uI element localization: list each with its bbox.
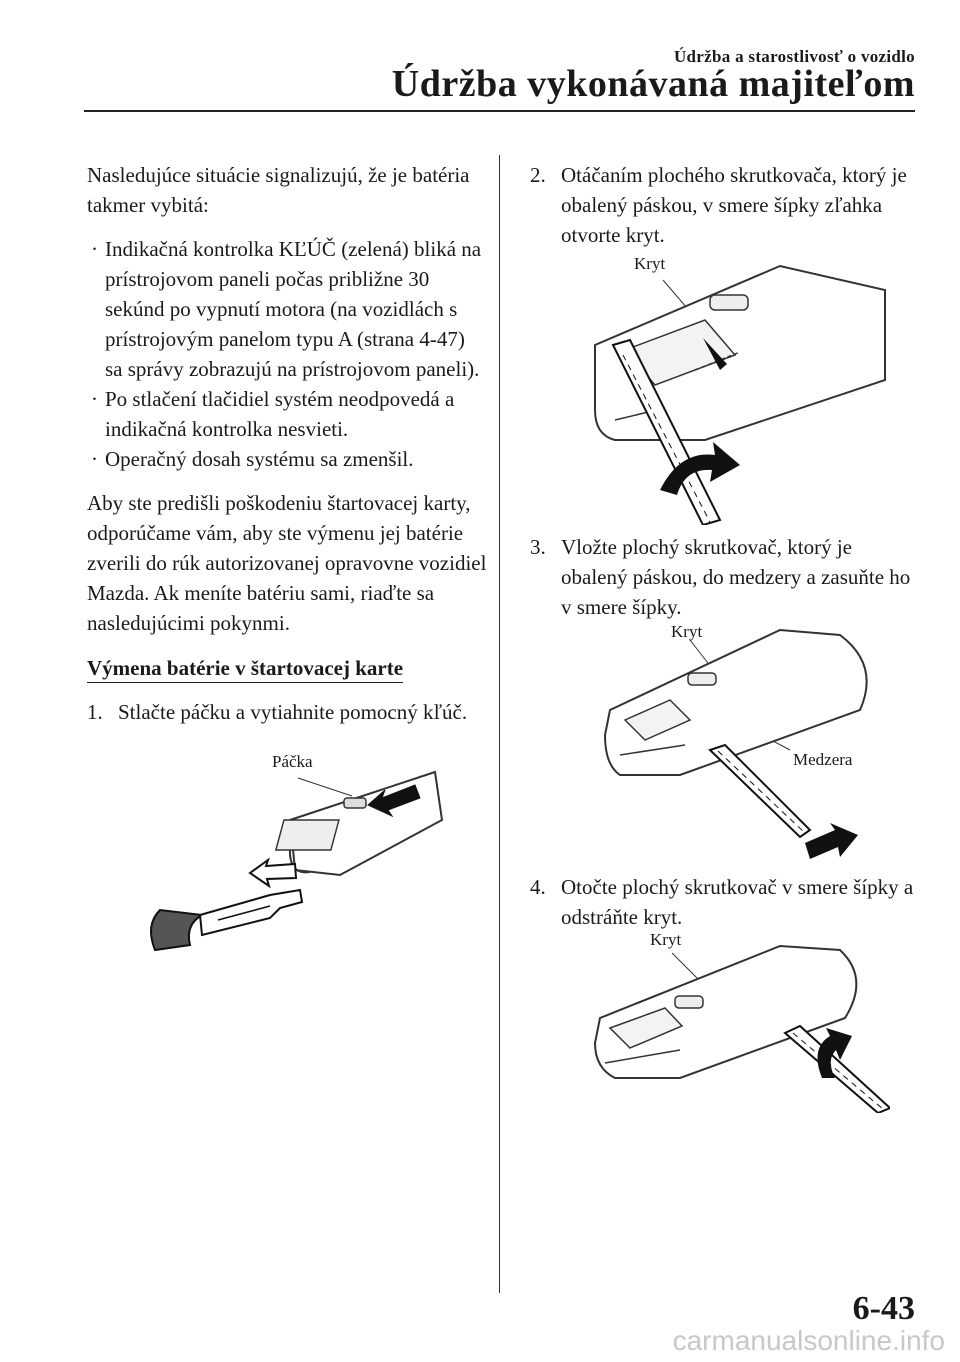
column-divider — [499, 155, 500, 1293]
intro-paragraph: Nasledujúce situácie signalizujú, že je batéria takmer vybitá: — [87, 163, 470, 217]
bullet-text: Indikačná kontrolka KĽÚČ (zelená) bliká na prístrojovom paneli počas približne 30 sekúnd po vypnutí motora (na vozidlách s prístrojovým panelom typu A (strana 4-47) sa správy zobrazujú na prístrojovom paneli). — [105, 237, 482, 381]
step-text: Vložte plochý skrutkovač, ktorý je obalený páskou, do medzery a zasuňte ho v smere šípky. — [561, 535, 911, 619]
step-3 — [530, 532, 915, 622]
left-column — [87, 160, 487, 727]
bullet-item — [87, 444, 487, 474]
watermark: carmanualsonline.info — [672, 1325, 945, 1356]
page-number: 6-43 — [852, 1290, 915, 1327]
insert-screwdriver-gap-illustration — [600, 625, 890, 865]
bullet-dot: · — [91, 447, 98, 471]
figure-label-cover: Kryt — [634, 254, 666, 273]
bullet-item — [87, 234, 487, 384]
step-3-block — [530, 532, 915, 622]
figure-label-gap: Medzera — [793, 750, 853, 769]
figure-label-cover: Kryt — [650, 930, 682, 949]
key-card-lever-illustration — [130, 760, 460, 990]
section-title: Údržba a starostlivosť o vozidlo — [673, 47, 915, 66]
advice-paragraph: Aby ste predišli poškodeniu štartovacej karty, odporúčame vám, aby ste výmenu jej batérie zverili do rúk autorizovanej opravovne vozidiel Mazda. Ak meníte batériu sami, riaďte sa nasledujúcimi pokynmi. — [87, 491, 487, 635]
bullet-item — [87, 384, 487, 444]
step-4-block — [530, 872, 915, 932]
bullet-dot: · — [91, 387, 98, 411]
right-column — [530, 160, 915, 250]
figure-label-cover: Kryt — [671, 622, 703, 641]
page-title: Údržba vykonávaná majiteľom — [391, 63, 915, 105]
step-text: Stlačte páčku a vytiahnite pomocný kľúč. — [118, 700, 468, 724]
bullet-text: Po stlačení tlačidiel systém neodpovedá a indikačná kontrolka nesvieti. — [105, 387, 455, 441]
step-text: Otočte plochý skrutkovač v smere šípky a odstráňte kryt. — [561, 875, 914, 929]
figure-label-lever: Páčka — [272, 752, 313, 771]
remove-cover-illustration — [590, 938, 890, 1113]
step-4 — [530, 872, 915, 932]
bullet-text: Operačný dosah systému sa zmenšil. — [105, 447, 414, 471]
step-number: 3. — [530, 535, 546, 559]
open-cover-screwdriver-illustration — [585, 260, 905, 525]
step-number: 4. — [530, 875, 546, 899]
header-divider — [84, 110, 915, 112]
step-2 — [530, 160, 915, 250]
section-subheading: Výmena batérie v štartovacej karte — [87, 654, 403, 683]
step-1 — [87, 697, 487, 727]
step-number: 1. — [87, 700, 103, 724]
bullet-dot: · — [91, 237, 98, 261]
step-text: Otáčaním plochého skrutkovača, ktorý je obalený páskou, v smere šípky zľahka otvorte kryt. — [561, 163, 907, 247]
step-number: 2. — [530, 163, 546, 187]
